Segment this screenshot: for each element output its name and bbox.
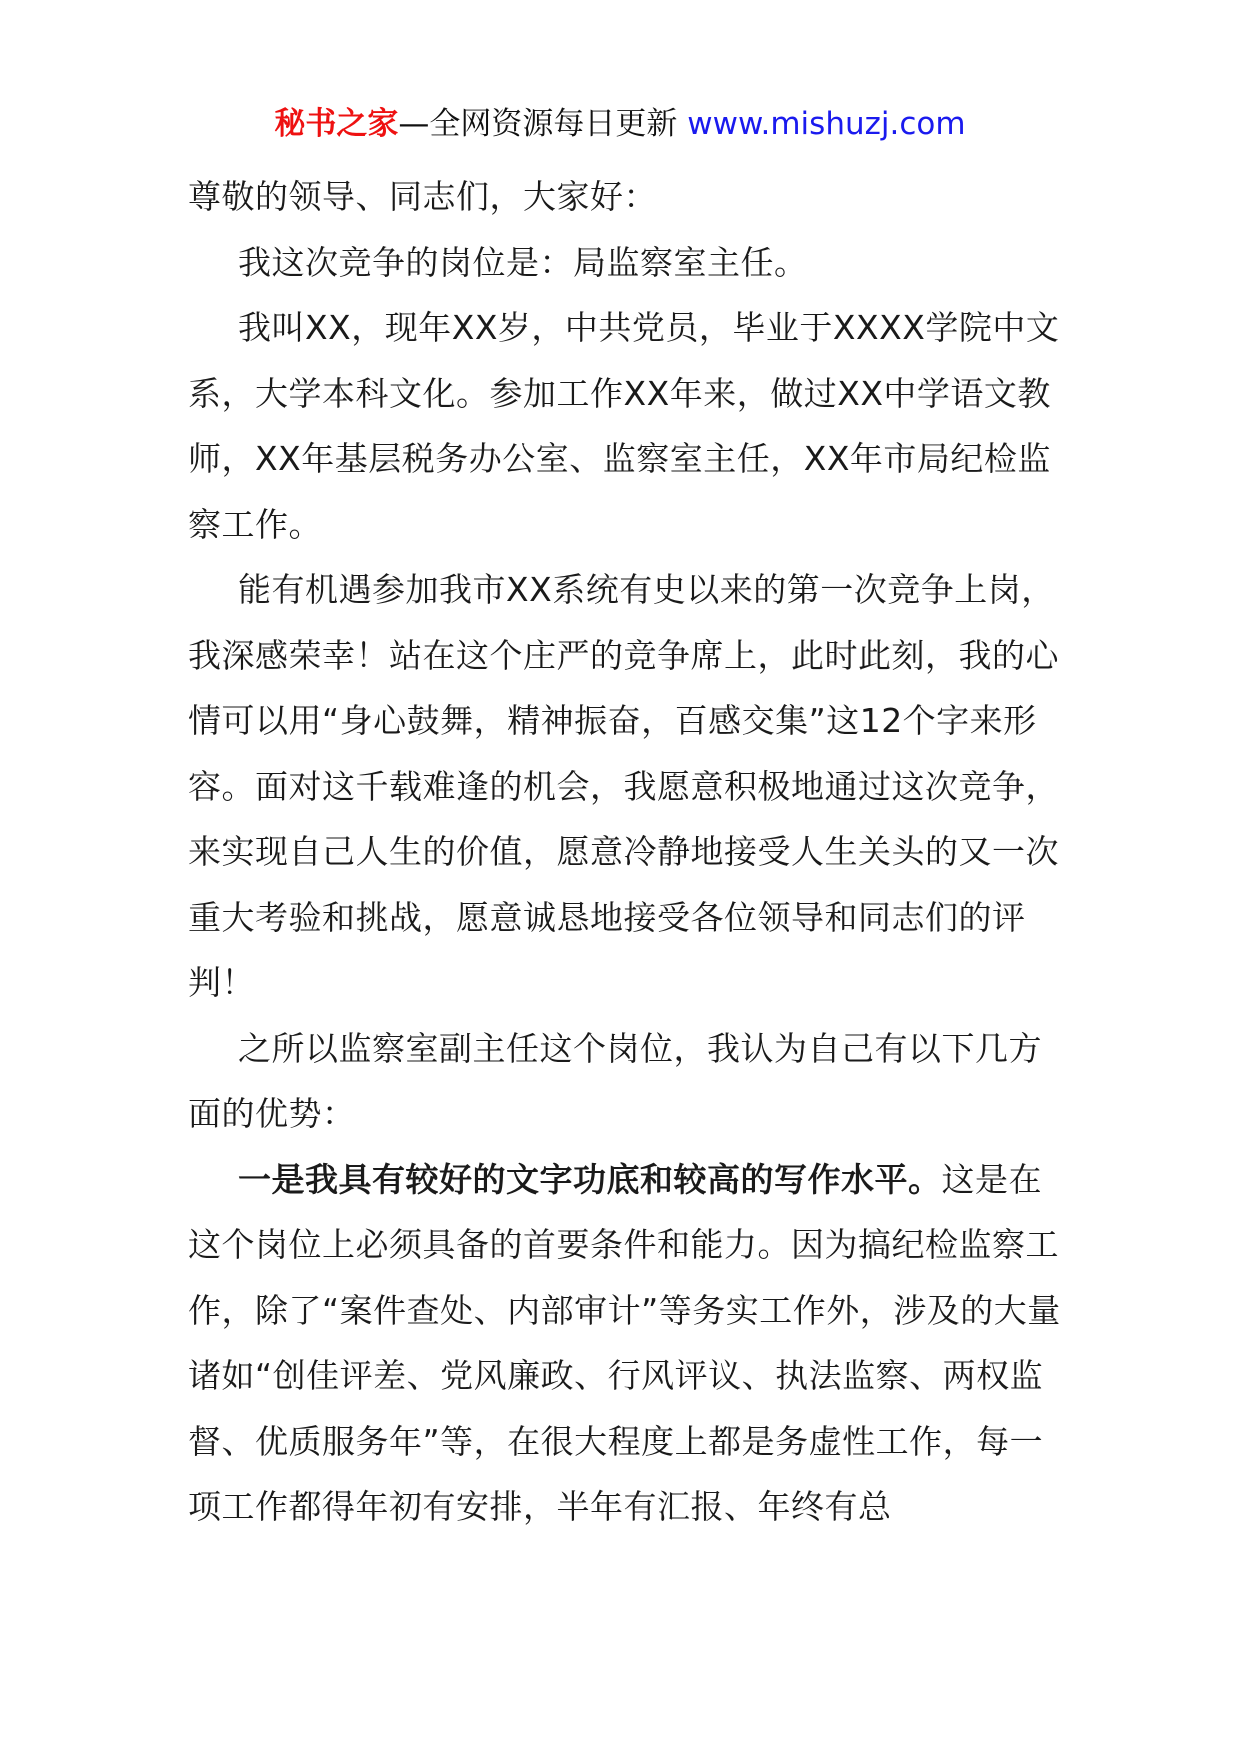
paragraph-self-intro: 我叫XX，现年XX岁，中共党员，毕业于XXXX学院中文系，大学本科文化。参加工作XX年来，做过XX中学语文教师，XX年基层税务办公室、监察室主任，XX年市局纪检监察工作。: [188, 308, 1060, 544]
paragraph-point-one: [188, 1147, 1068, 1540]
header-slogan: —全网资源每日更新: [398, 106, 688, 142]
greeting: 尊敬的领导、同志们，大家好：: [188, 177, 657, 216]
paragraph-position: 我这次竞争的岗位是：局监察室主任。: [238, 242, 808, 282]
page-header: [0, 100, 1240, 148]
paragraph-advantages-intro: 之所以监察室副主任这个岗位，我认为自己有以下几方面的优势：: [188, 1028, 1042, 1133]
point-one-body: 这是在这个岗位上必须具备的首要条件和能力。因为搞纪检监察工作，除了“案件查处、内部审计”等务实工作外，涉及的大量诸如“创佳评差、党风廉政、行风评议、执法监察、两权监督、优质服务年”等，在很大程度上都是务虚性工作，每一项工作都得年初有安排，半年有汇报、年终有总: [188, 1159, 1061, 1526]
paragraph-feelings: 能有机遇参加我市XX系统有史以来的第一次竞争上岗，我深感荣幸！站在这个庄严的竞争席上，此时此刻，我的心情可以用“身心鼓舞，精神振奋，百感交集”这12个字来形容。面对这千载难逢的机会，我愿意积极地通过这次竞争，来实现自己人生的价值，愿意冷静地接受人生关头的又一次重大考验和挑战，愿意诚恳地接受各位领导和同志们的评判！: [188, 570, 1059, 1002]
point-one-lead: 一是我具有较好的文字功底和较高的写作水平。: [238, 1159, 942, 1199]
header-url-link[interactable]: www.mishuzj.com: [687, 106, 966, 142]
document-body: [188, 164, 1068, 1540]
brand-name: 秘书之家: [274, 106, 399, 142]
